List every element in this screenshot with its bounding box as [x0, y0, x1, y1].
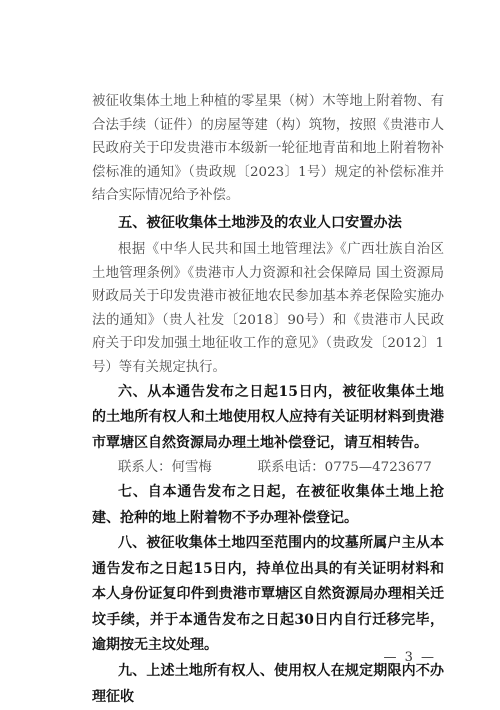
contact-phone: 联系电话：0775—4723677 — [257, 460, 432, 476]
document-body — [92, 90, 444, 710]
paragraph-compensation: 被征收集体土地上种植的零星果（树）木等地上附着物、有合法手续（证件）的房屋等建（构）筑物，按照《贵港市人民政府关于印发贵港市本级新一轮征地青苗和地上附着物补偿标准的通知》（贵政规〔2023〕1号）规定的补偿标准并结合实际情况给予补偿。 — [92, 94, 444, 204]
contact-person: 联系人：何雪梅 — [118, 460, 212, 476]
section-heading-5: 五、被征收集体土地涉及的农业人口安置办法 — [118, 214, 402, 231]
paragraph-regulations: 根据《中华人民共和国土地管理法》《广西壮族自治区土地管理条例》《贵港市人力资源和社会保障局 国土资源局 财政局关于印发贵港市被征地农民参加基本养老保险实施办法的通知》（贵人社发〔2018〕90号）和《贵港市人民政府关于印发加强土地征收工作的意见》（贵政发〔2012〕1号）等有关规定执行。 — [92, 241, 444, 375]
page-number: — 3 — — [383, 650, 436, 665]
section-6: 六、从本通告发布之日起15日内，被征收集体土地的土地所有权人和土地使用权人应持有关证明材料到贵港市覃塘区自然资源局办理土地补偿登记，请互相转告。 — [92, 383, 444, 451]
contact-line — [92, 456, 444, 480]
section-8: 八、被征收集体土地四至范围内的坟墓所属户主从本通告发布之日起15日内，持单位出具的有关证明材料和本人身份证复印件到贵港市覃塘区自然资源局办理相关迁坟手续，并于本通告发布之日起30日内自行迁移完毕，逾期按无主坟处理。 — [92, 535, 444, 654]
section-7: 七、自本通告发布之日起，在被征收集体土地上抢建、抢种的地上附着物不予办理补偿登记。 — [92, 483, 444, 526]
section-9: 九、上述土地所有权人、使用权人在规定期限内不办理征收 — [92, 663, 444, 705]
